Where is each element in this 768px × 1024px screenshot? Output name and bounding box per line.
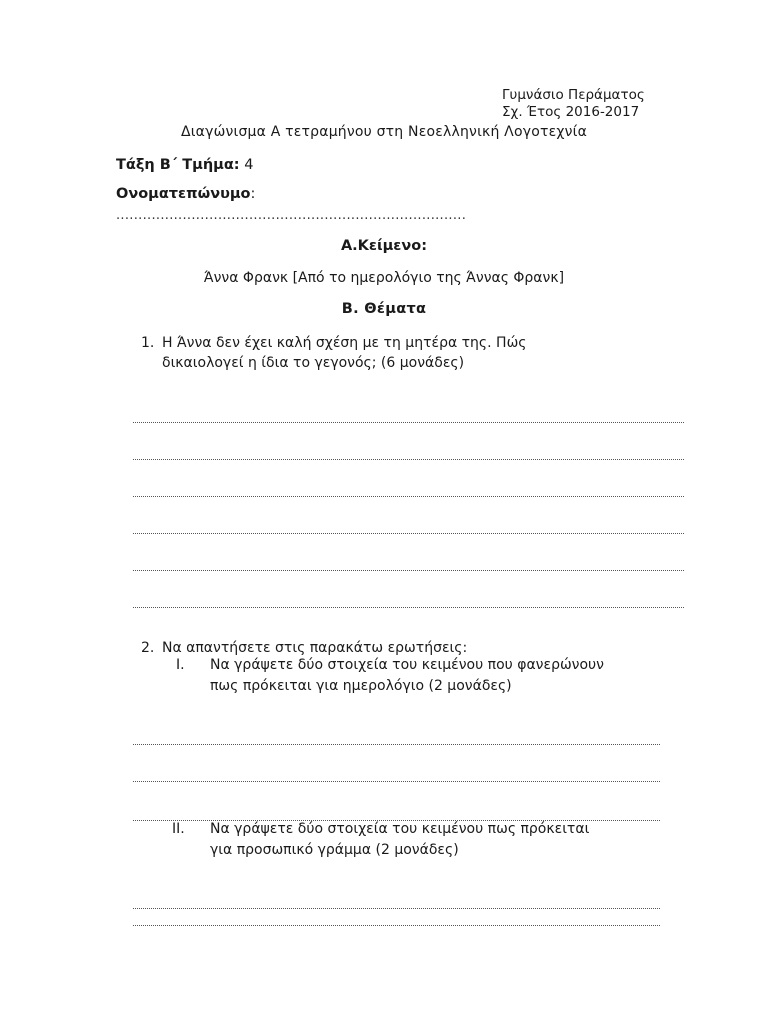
answer-line[interactable] [133, 925, 660, 926]
page-title: Διαγώνισμα Α τετραμήνου στη Νεοελληνική Λογοτεχνία [180, 124, 588, 140]
question-text: Να απαντήσετε στις παρακάτω ερωτήσεις: [162, 640, 468, 656]
answer-line[interactable] [133, 459, 684, 460]
subquestion-text-line-2: πως πρόκειται για ημερολόγιο (2 μονάδες) [210, 678, 512, 694]
answer-line[interactable] [133, 422, 684, 423]
question-text-line-1: Η Άννα δεν έχει καλή σχέση με τη μητέρα της. Πώς [162, 335, 527, 351]
name-label: Ονοματεπώνυμο [116, 186, 251, 202]
question-number: 2. [141, 640, 155, 656]
subquestion-number: II. [172, 821, 185, 837]
school-year: Σχ. Έτος 2016-2017 [502, 104, 640, 120]
class-line [116, 157, 253, 173]
answer-line[interactable] [133, 533, 684, 534]
school-name: Γυμνάσιο Περάματος [502, 87, 645, 103]
name-dots: ............................................................................... [116, 208, 467, 223]
subquestion-text-line-1: Να γράψετε δύο στοιχεία του κειμένου που φανερώνουν [210, 657, 604, 673]
subquestion-text-line-1: Να γράψετε δύο στοιχεία του κειμένου πως πρόκειται [210, 821, 590, 837]
answer-line[interactable] [133, 607, 684, 608]
name-line [116, 186, 255, 202]
section-b-heading: Β. Θέματα [341, 301, 427, 317]
subquestion-text-line-2: για προσωπικό γράμμα (2 μονάδες) [210, 842, 459, 858]
class-value: 4 [244, 157, 254, 173]
answer-line[interactable] [133, 744, 660, 745]
answer-line[interactable] [133, 781, 660, 782]
answer-line[interactable] [133, 908, 660, 909]
class-label: Τάξη Β΄ Τμήμα: [116, 157, 240, 173]
name-colon: : [250, 186, 256, 202]
section-a-heading: Α.Κείμενο: [340, 238, 428, 254]
subquestion-number: I. [176, 657, 185, 673]
question-number: 1. [141, 335, 155, 351]
answer-line[interactable] [133, 570, 684, 571]
school-header [502, 87, 645, 121]
text-source: Άννα Φρανκ [Από το ημερολόγιο της Άννας Φρανκ] [203, 270, 565, 286]
answer-line[interactable] [133, 496, 684, 497]
question-text-line-2: δικαιολογεί η ίδια το γεγονός; (6 μονάδες) [162, 355, 465, 371]
